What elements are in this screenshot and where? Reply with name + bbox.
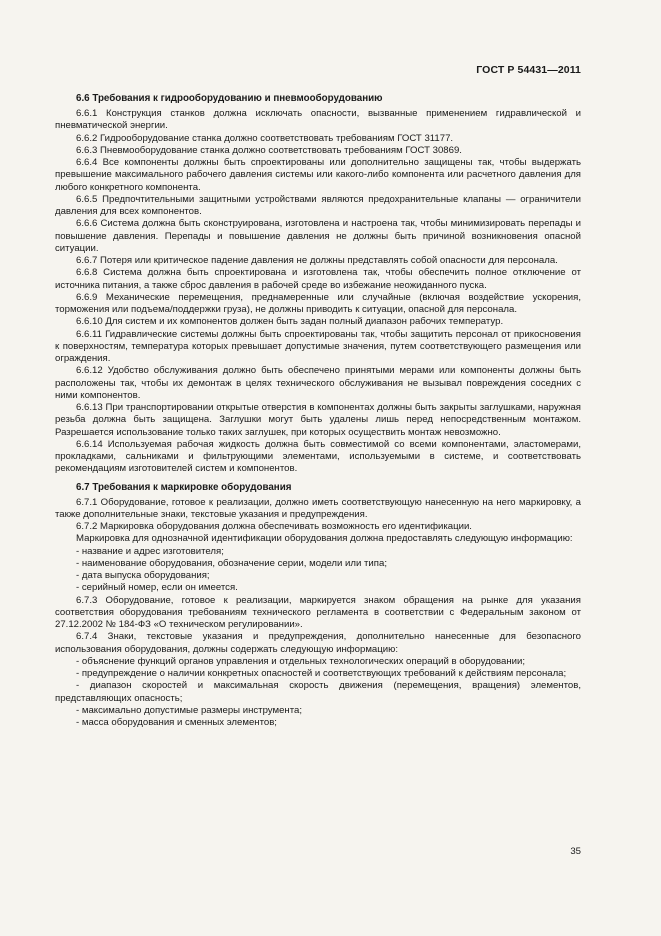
document-body [55,92,581,729]
paragraph-6-6-6: 6.6.6 Система должна быть сконструирована, изготовлена и настроена так, чтобы минимизировать перепады и повышение давления. Перепады и повышение давления не должны быть причиной возникновения опасной ситуации. [55,218,581,254]
paragraph-6-6-12: 6.6.12 Удобство обслуживания должно быть обеспечено принятыми мерами или компоненты должны быть расположены так, чтобы их демонтаж в целях технического обслуживания не вызывал повреждения соседних с ними компонентов. [55,365,581,401]
page-number: 35 [570,846,581,857]
paragraph-6-7-4: 6.7.4 Знаки, текстовые указания и предупреждения, дополнительно нанесенные для безопасного использования оборудования, должны содержать следующую информацию: [55,631,581,655]
paragraph-6-6-7: 6.6.7 Потеря или критическое падение давления не должны представлять собой опасности для персонала. [76,255,558,266]
list-item: - серийный номер, если он имеется. [76,582,238,594]
paragraph-6-6-13: 6.6.13 При транспортировании открытые отверстия в компонентах должны быть закрыты заглушками, наружная резьба должна быть защищена. Заглушки могут быть удалены лишь перед непосредственным монтажом. Разрешается использование только таких заглушек, при которых осуществить монтаж невозможно. [55,402,581,438]
list-item: - масса оборудования и сменных элементов; [76,717,277,728]
list-item: - предупреждение о наличии конкретных опасностей и соответствующих требований к действиям персонала; [76,668,567,679]
paragraph-6-6-1: 6.6.1 Конструкция станков должна исключать опасности, вызванные применением гидравлической и пневматической энергии. [55,108,581,132]
paragraph-6-7-2: 6.7.2 Маркировка оборудования должна обеспечивать возможность его идентификации. [76,521,472,532]
document-code: ГОСТ Р 54431—2011 [476,64,581,76]
paragraph-6-6-10: 6.6.10 Для систем и их компонентов должен быть задан полный диапазон рабочих температур. [76,316,504,328]
section-6-7-title: 6.7 Требования к маркировке оборудования [76,481,292,493]
list-item: - дата выпуска оборудования; [76,570,210,581]
paragraph-6-7-3: 6.7.3 Оборудование, готовое к реализации, маркируется знаком обращения на рынке для указания соответствия оборудования требованиям технического регламента в соответствии с Федеральным законом от 27.12.2002 № 184-ФЗ «О техническом регулировании». [55,594,581,630]
paragraph-6-6-8: 6.6.8 Система должна быть спроектирована и изготовлена так, чтобы обеспечить полное отключение от источника питания, а также сброс давления в рабочей среде во избежание неожиданного пуска. [55,267,581,291]
paragraph-6-6-4: 6.6.4 Все компоненты должны быть спроектированы или дополнительно защищены так, чтобы выдержать превышение максимального рабочего давления системы или какого-либо компонента или расчетного давления для любого конкретного компонента. [55,157,581,193]
paragraph-identification-info: Маркировка для однозначной идентификации оборудования должна предоставлять следующую информацию: [76,533,573,545]
paragraph-6-7-1: 6.7.1 Оборудование, готовое к реализации, должно иметь соответствующую нанесенную на него маркировку, а также дополнительные знаки, текстовые указания и предупреждения. [55,496,581,520]
list-item: - наименование оборудования, обозначение серии, модели или типа; [76,557,387,569]
list-item: - объяснение функций органов управления и отдельных технологических операций в оборудовании; [76,655,526,667]
paragraph-6-6-2: 6.6.2 Гидрооборудование станка должно соответствовать требованиям ГОСТ 31177. [76,132,454,144]
list-item: - название и адрес изготовителя; [76,545,224,557]
section-6-6-title: 6.6 Требования к гидрооборудованию и пневмооборудованию [76,93,383,104]
paragraph-6-6-3: 6.6.3 Пневмооборудование станка должно соответствовать требованиям ГОСТ 30869. [76,144,462,156]
paragraph-6-6-14: 6.6.14 Используемая рабочая жидкость должна быть совместимой со всеми компонентами, эластомерами, прокладками, сальниками и фильтрующими элементами, используемыми в системе, и соответствовать рекомендациям изготовителей систем и компонентов. [55,438,581,475]
list-item: - максимально допустимые размеры инструмента; [76,704,303,716]
paragraph-6-6-9: 6.6.9 Механические перемещения, преднамеренные или случайные (включая воздействие ускорения, торможения или подъема/поддержки груза), не должны приводить к ситуации, опасной для персонала. [55,291,581,315]
paragraph-6-6-11: 6.6.11 Гидравлические системы должны быть спроектированы так, чтобы защитить персонал от прикосновения к поверхностям, температура которых превышает допустимые значения, путем соответствующего размещения или ограждения. [55,328,581,364]
paragraph-6-6-5: 6.6.5 Предпочтительными защитными устройствами являются предохранительные клапаны — ограничители давления для всех компонентов. [55,193,581,217]
list-item: - диапазон скоростей и максимальная скорость движения (перемещения, вращения) элементов, представляющих опасность; [55,680,581,704]
